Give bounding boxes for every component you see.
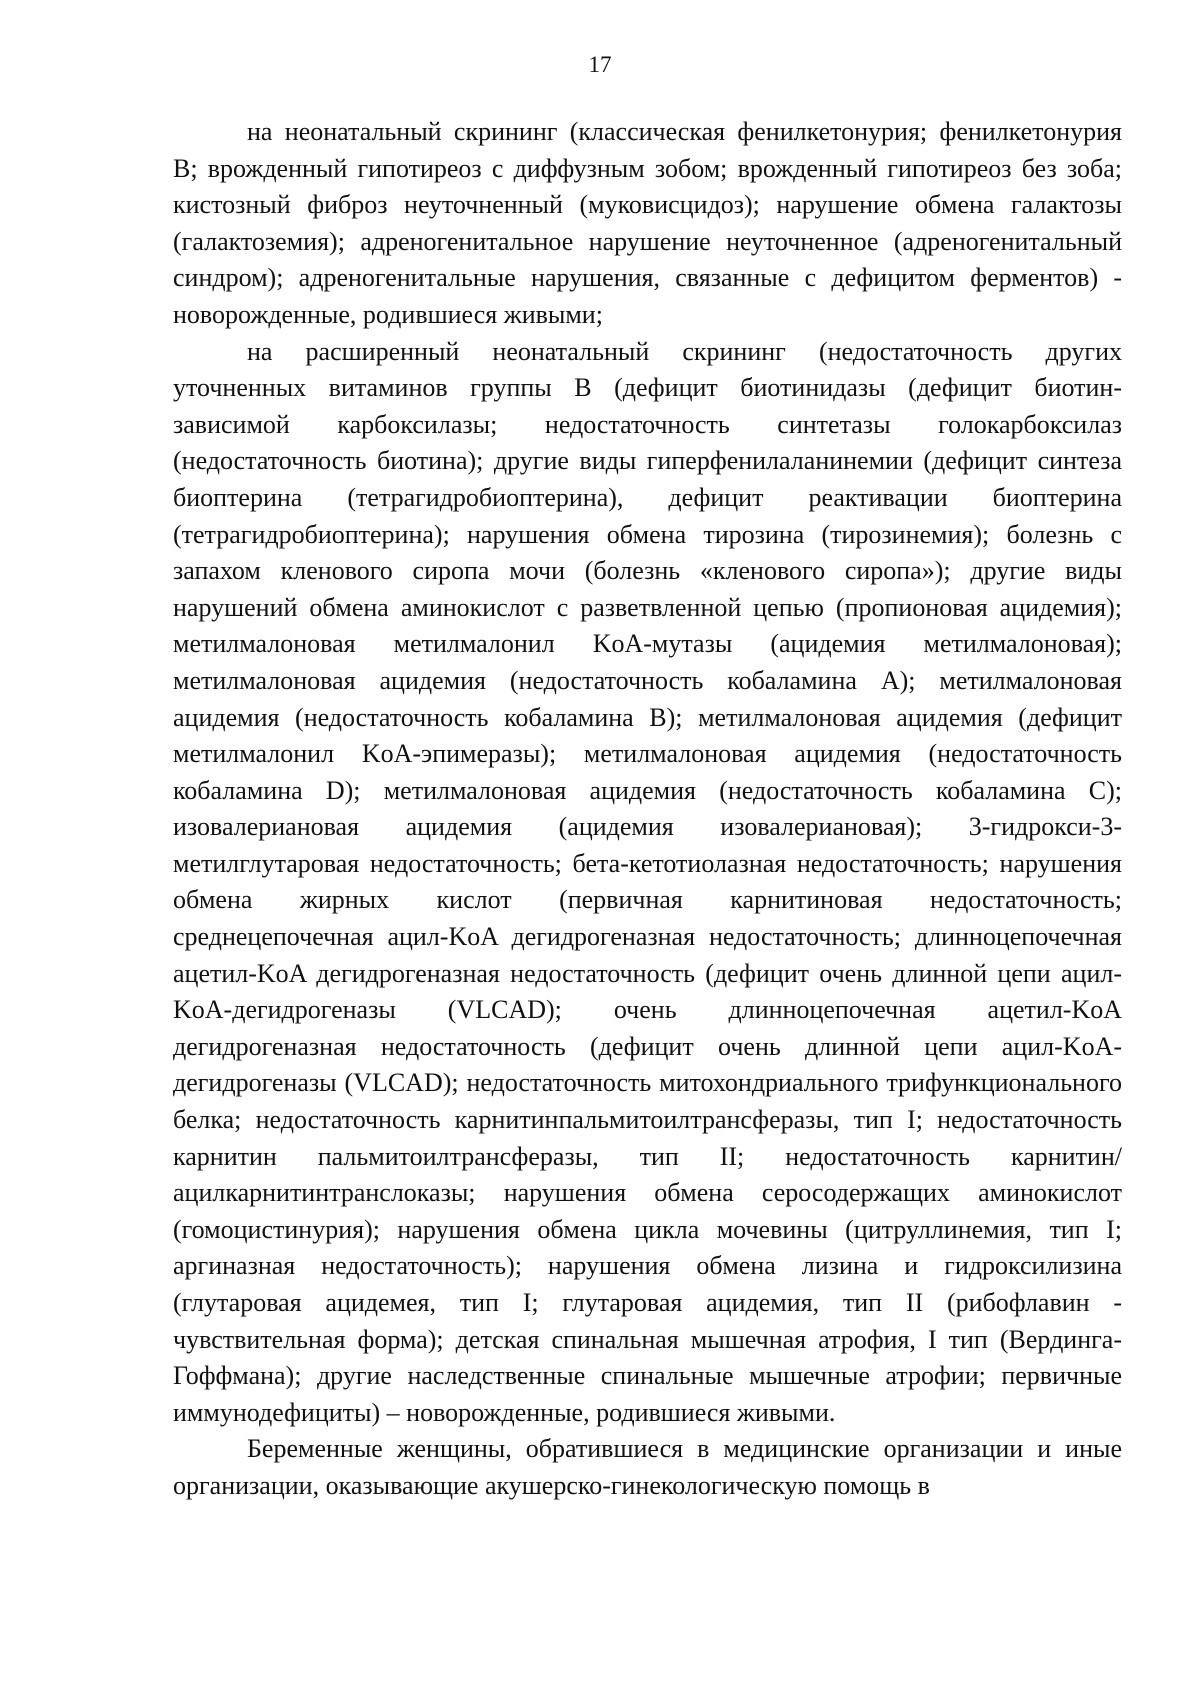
paragraph-extended-neonatal-screening: на расширенный неонатальный скрининг (недостаточность других уточненных витаминов группы B (дефицит биотинидазы (дефицит биотин-зависимой карбоксилазы; недостаточность синтетазы голокарбоксилаз (недостаточность биотина); другие виды гиперфенилаланинемии (дефицит синтеза биоптерина (тетрагидробиоптерина), дефицит реактивации биоптерина (тетрагидробиоптерина); нарушения обмена тирозина (тирозинемия); болезнь с запахом кленового сиропа мочи (болезнь «кленового сиропа»); другие виды нарушений обмена аминокислот с разветвленной цепью (пропионовая ацидемия); метилмалоновая метилмалонил KoA-мутазы (ацидемия метилмалоновая); метилмалоновая ацидемия (недостаточность кобаламина A); метилмалоновая ацидемия (недостаточность кобаламина B); метилмалоновая ацидемия (дефицит метилмалонил KoA-эпимеразы); метилмалоновая ацидемия (недостаточность кобаламина D); метилмалоновая ацидемия (недостаточность кобаламина C); изовалериановая ацидемия (ацидемия изовалериановая); 3-гидрокси-3-метилглутаровая недостаточность; бета-кетотиолазная недостаточность; нарушения обмена жирных кислот (первичная карнитиновая недостаточность; среднецепочечная ацил-KoA дегидрогеназная недостаточность; длинноцепочечная ацетил-KoA дегидрогеназная недостаточность (дефицит очень длинной цепи ацил-KoA-дегидрогеназы (VLCAD); очень длинноцепочечная ацетил-KoA дегидрогеназная недостаточность (дефицит очень длинной цепи ацил-KoA-дегидрогеназы (VLCAD); недостаточность митохондриального трифункционального белка; недостаточность карнитинпальмитоилтрансферазы, тип I; недостаточность карнитин пальмитоилтрансферазы, тип II; недостаточность карнитин/ацилкарнитинтранслоказы; нарушения обмена серосодержащих аминокислот (гомоцистинурия); нарушения обмена цикла мочевины (цитруллинемия, тип I; аргиназная недостаточность); нарушения обмена лизина и гидроксилизина (глутаровая ацидемея, тип I; глутаровая ацидемия, тип II (рибофлавин - чувствительная форма); детская спинальная мышечная атрофия, I тип (Вердинга-Гоффмана); другие наследственные спинальные мышечные атрофии; первичные иммунодефициты) – новорожденные, родившиеся живыми.	[173, 336, 1122, 1427]
paragraph-neonatal-screening: на неонатальный скрининг (классическая фенилкетонурия; фенилкетонурия B; врожденный гипотиреоз с диффузным зобом; врожденный гипотиреоз без зоба; кистозный фиброз неуточненный (муковисцидоз); нарушение обмена галактозы (галактоземия); адреногенитальное нарушение неуточненное (адреногенитальный синдром); адреногенитальные нарушения, связанные с дефицитом ферментов) - новорожденные, родившиеся живыми;	[173, 117, 1122, 329]
document-body	[173, 114, 1122, 1505]
page-number: 17	[588, 52, 612, 77]
paragraph-pregnant-women: Беременные женщины, обратившиеся в медицинские организации и иные организации, оказывающие акушерско-гинекологическую помощь в	[173, 1434, 1122, 1500]
